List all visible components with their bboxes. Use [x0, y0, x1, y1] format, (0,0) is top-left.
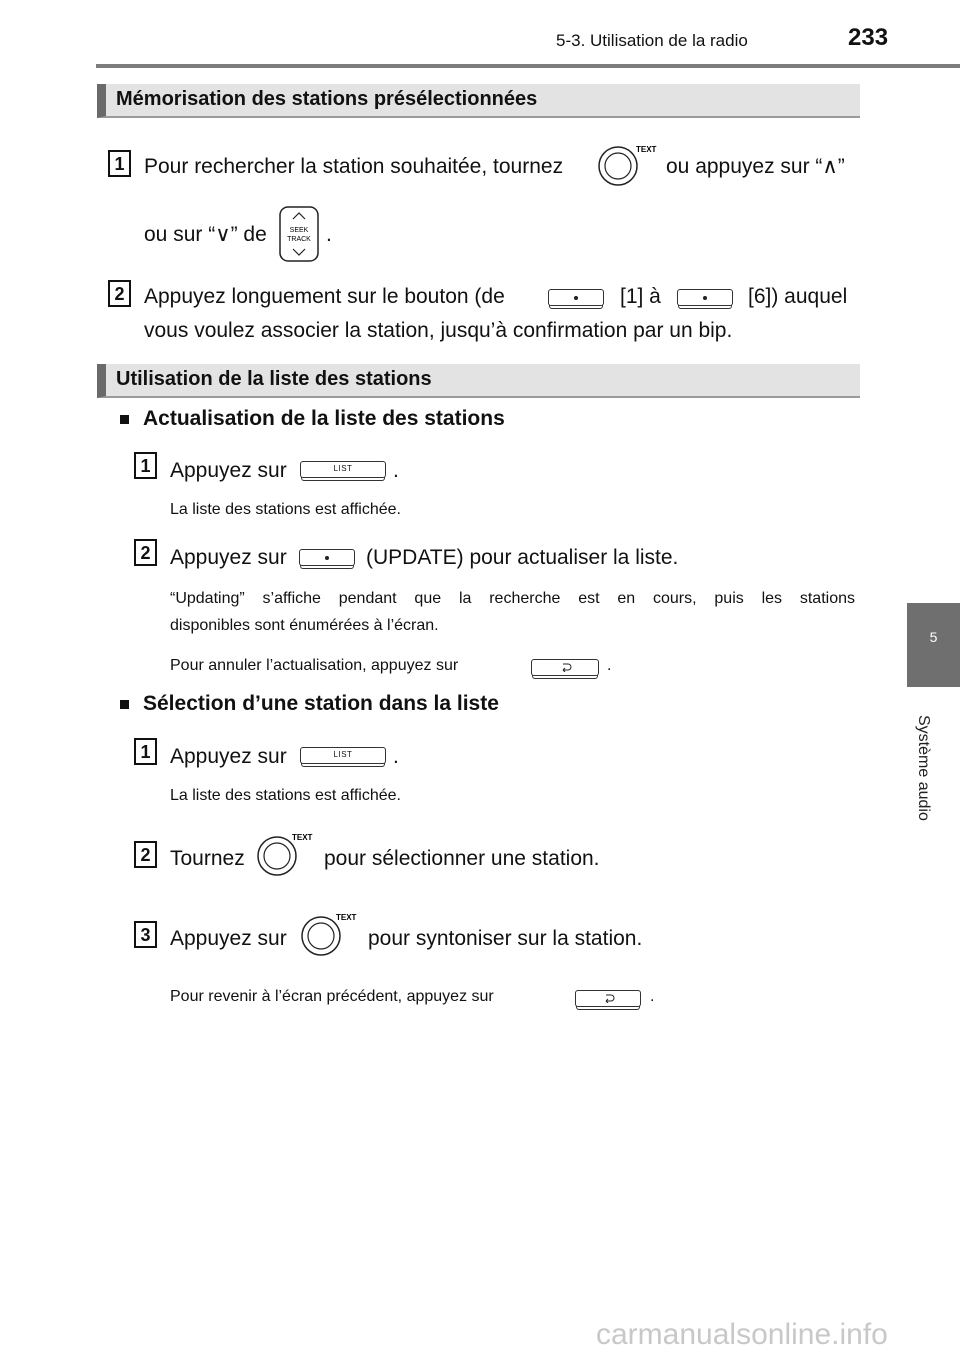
seek-label: SEEK: [289, 227, 309, 234]
step-text: Appuyez sur: [170, 745, 287, 768]
step-text: [6]) auquel: [748, 285, 848, 308]
back-button-icon: [531, 659, 599, 677]
section-header-presets: [97, 84, 860, 118]
knob-text-label: TEXT: [636, 145, 657, 154]
step-text: .: [326, 223, 332, 246]
footer-watermark: carmanualsonline.info: [596, 1318, 888, 1351]
track-label: TRACK: [287, 236, 311, 243]
step-note: .: [607, 657, 612, 674]
tune-knob-icon: [300, 910, 366, 965]
step-text: Appuyez sur: [170, 546, 287, 569]
preset-button-icon: [548, 289, 604, 307]
chapter-number: 5: [929, 629, 938, 645]
step-note: “Updating” s’affiche pendant que la recherche est en cours, puis les stations: [170, 590, 855, 607]
step-note: La liste des stations est affichée.: [170, 501, 401, 518]
list-label: LIST: [333, 464, 353, 474]
step-text: Tournez: [170, 847, 245, 870]
header-section-title: 5-3. Utilisation de la radio: [556, 31, 748, 50]
step-text: Appuyez longuement sur le bouton (de: [144, 285, 505, 308]
section-header-list: [97, 364, 860, 398]
seek-track-rocker-icon: [276, 205, 322, 268]
step-text: .: [393, 745, 399, 768]
step-text: .: [393, 459, 399, 482]
step-number: 2: [108, 280, 131, 307]
step-text: vous voulez associer la station, jusqu’à confirmation par un bip.: [144, 319, 733, 342]
step-text: pour syntoniser sur la station.: [368, 927, 643, 950]
subsection-heading: Sélection d’une station dans la liste: [120, 692, 499, 716]
list-button-icon: [300, 461, 386, 479]
list-label: LIST: [333, 750, 353, 760]
step-number: 3: [134, 921, 157, 948]
step-number: 1: [108, 150, 131, 177]
step-text: (UPDATE) pour actualiser la liste.: [366, 546, 679, 569]
back-button-icon: [575, 990, 641, 1008]
knob-text-label: TEXT: [292, 833, 313, 842]
preset-button-icon: [299, 549, 355, 567]
knob-text-label: TEXT: [336, 913, 357, 922]
section-title: Utilisation de la liste des stations: [116, 368, 432, 390]
step-text: ou appuyez sur “∧”: [666, 155, 845, 178]
step-note: La liste des stations est affichée.: [170, 787, 401, 804]
section-title: Mémorisation des stations présélectionnées: [116, 88, 538, 110]
preset-button-icon: [677, 289, 733, 307]
tune-knob-icon: [598, 142, 658, 195]
step-text: Appuyez sur: [170, 927, 287, 950]
page-number: 233: [848, 24, 889, 51]
step-number: 1: [134, 452, 157, 479]
step-text: pour sélectionner une station.: [324, 847, 600, 870]
subsection-heading: Actualisation de la liste des stations: [120, 407, 505, 431]
step-note: Pour revenir à l’écran précédent, appuyez sur: [170, 988, 494, 1005]
step-text: [1] à: [620, 285, 661, 308]
step-number: 1: [134, 738, 157, 765]
step-number: 2: [134, 841, 157, 868]
step-number: 2: [134, 539, 157, 566]
step-note: Pour annuler l’actualisation, appuyez sur: [170, 657, 459, 674]
step-text: ou sur “∨” de: [144, 223, 267, 246]
chapter-title: Système audio: [915, 715, 932, 821]
step-text: Pour rechercher la station souhaitée, tournez: [144, 155, 564, 178]
step-text: Appuyez sur: [170, 459, 287, 482]
square-bullet-icon: [120, 700, 129, 709]
list-button-icon: [300, 747, 386, 765]
tune-knob-icon: [256, 830, 322, 885]
header-rule: [96, 64, 960, 68]
square-bullet-icon: [120, 415, 129, 424]
step-note: disponibles sont énumérées à l’écran.: [170, 617, 439, 634]
step-note: .: [650, 988, 655, 1005]
chapter-tab: [907, 603, 960, 687]
